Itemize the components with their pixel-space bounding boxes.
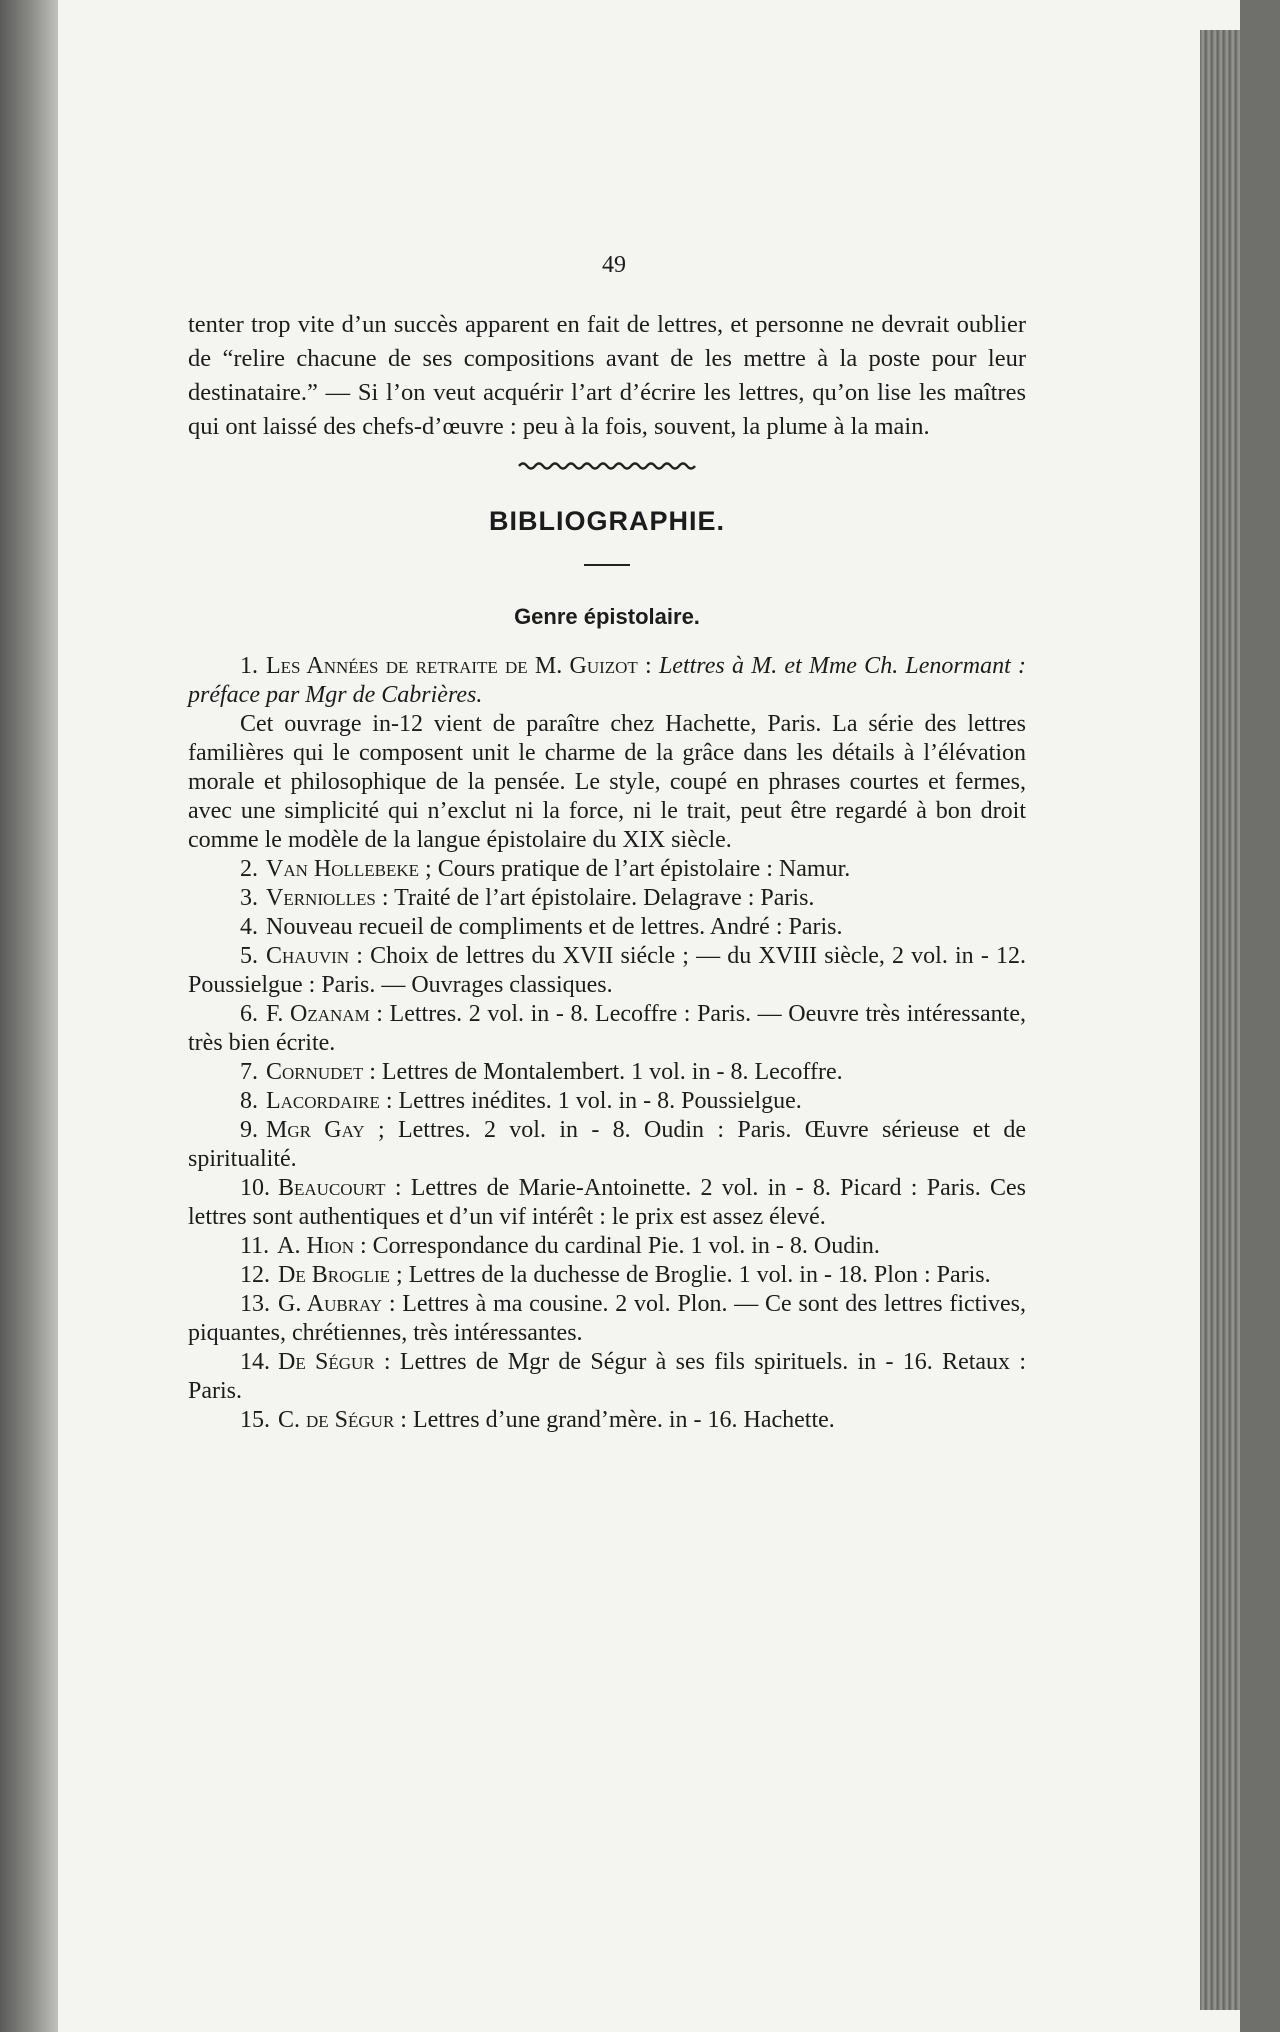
- wave-ornament: [517, 458, 697, 474]
- entry-text: Lettres. 2 vol. in - 8. Oudin : Paris. Œuvre sérieuse et de spiritualité.: [188, 1117, 1026, 1172]
- entry-author: F. Ozanam :: [266, 1001, 383, 1027]
- entry-text: Nouveau recueil de compliments et de lettres. André : Paris.: [266, 914, 843, 940]
- entry-author: Lacordaire :: [266, 1088, 393, 1114]
- entry-author: C. de Ségur :: [278, 1407, 407, 1433]
- entry-text: Lettres de la duchesse de Broglie. 1 vol. in - 18. Plon : Paris.: [408, 1262, 991, 1288]
- entry-text: Cours pratique de l’art épistolaire : Namur.: [437, 856, 851, 882]
- entry-text: Lettres inédites. 1 vol. in - 8. Poussielgue.: [398, 1088, 802, 1114]
- entry-description: Cet ouvrage in-12 vient de paraître chez Hachette, Paris. La série des lettres familières qui le composent unit le charme de la grâce dans les détails à l’élévation morale et philosophique de la pensée. Le style, coupé en phrases courtes et fermes, avec une simplicité qui n’exclut ni la force, ni le trait, peut être regardé à bon droit comme le modèle de la langue épistolaire du XIX siècle.: [188, 711, 1026, 853]
- entry-text: Lettres d’une grand’mère. in - 16. Hachette.: [412, 1407, 835, 1433]
- entry-author: Chauvin :: [266, 943, 363, 969]
- bibliography-entry: [188, 1000, 1026, 1058]
- entry-number: 6.: [240, 1001, 258, 1027]
- bibliography-entry: [188, 1290, 1026, 1348]
- bibliography-entry: [188, 652, 1026, 710]
- page-stack-edge: [1200, 30, 1240, 2010]
- entry-text: Choix de lettres du XVII siécle ; — du XVIII siècle, 2 vol. in - 12. Poussielgue : Paris. — Ouvrages classiques.: [188, 943, 1026, 998]
- bibliography-entry: [188, 913, 1026, 942]
- entry-text: Lettres de Mgr de Ségur à ses fils spirituels. in - 16. Retaux : Paris.: [188, 1349, 1027, 1404]
- page-body: [188, 308, 1026, 1435]
- entry-number: 10.: [240, 1175, 270, 1201]
- entry-number: 13.: [240, 1291, 270, 1317]
- entry-author: Cornudet :: [266, 1059, 376, 1085]
- entry-number: 3.: [240, 885, 258, 911]
- bibliography-entry: [188, 884, 1026, 913]
- bibliography-entry: [188, 1348, 1026, 1406]
- bibliography-entry: [188, 1174, 1026, 1232]
- entry-author: A. Hion :: [277, 1233, 367, 1259]
- entry-number: 4.: [240, 914, 258, 940]
- page-number: 49: [602, 252, 626, 278]
- entry-number: 15.: [240, 1407, 270, 1433]
- entry-text: Lettres de Marie-Antoinette. 2 vol. in - 8. Picard : Paris. Ces lettres sont authentiques et d’un vif intérêt : le prix est assez élevé.: [188, 1175, 1026, 1230]
- heading-rule: [584, 564, 630, 566]
- entry-text: Lettres. 2 vol. in - 8. Lecoffre : Paris. — Oeuvre très intéressante, très bien écrite.: [188, 1001, 1027, 1056]
- entry-number: 2.: [240, 856, 258, 882]
- entry-author: Verniolles :: [266, 885, 389, 911]
- entry-author: Van Hollebeke ;: [266, 856, 432, 882]
- bibliography-entry: [188, 1406, 1026, 1435]
- entry-text: Lettres à ma cousine. 2 vol. Plon. — Ce sont des lettres fictives, piquantes, chrétiennes, très intéressantes.: [188, 1291, 1026, 1346]
- entry-number: 9.: [240, 1117, 258, 1143]
- entry-author: Les Années de retraite de M. Guizot :: [266, 653, 652, 679]
- entry-author: Mgr Gay ;: [266, 1117, 385, 1143]
- entry-text: Traité de l’art épistolaire. Delagrave : Paris.: [394, 885, 815, 911]
- entry-number: 7.: [240, 1059, 258, 1085]
- entry-number: 8.: [240, 1088, 258, 1114]
- intro-paragraph: tenter trop vite d’un succès apparent en fait de lettres, et personne ne devrait oublier de “relire chacune de ses compositions avant de les mettre à la poste pour leur destinataire.” — Si l’on veut acquérir l’art d’écrire les lettres, qu’on lise les maîtres qui ont laissé des chefs-d’œuvre : peu à la fois, souvent, la plume à la main.: [188, 311, 1026, 440]
- entry-author: Beaucourt :: [278, 1175, 402, 1201]
- entry-title: Lettres à M. et Mme Ch. Lenormant : préface par Mgr de Cabrières.: [188, 653, 1026, 708]
- entry-number: 12.: [240, 1262, 270, 1288]
- entry-author: De Broglie ;: [278, 1262, 403, 1288]
- bibliography-entry: [188, 1116, 1026, 1174]
- bibliography-entry: [188, 1087, 1026, 1116]
- bibliography-entry: [188, 1261, 1026, 1290]
- bibliography-entry: [188, 1058, 1026, 1087]
- bibliography-entry: [188, 855, 1026, 884]
- entry-author: De Ségur :: [278, 1349, 391, 1375]
- bibliography-entry: [188, 942, 1026, 1000]
- section-subheading: Genre épistolaire.: [514, 604, 700, 629]
- entry-author: G. Aubray :: [278, 1291, 396, 1317]
- entry-number: 1.: [240, 653, 258, 679]
- entry-number: 5.: [240, 943, 258, 969]
- entry-number: 11.: [240, 1233, 270, 1259]
- entry-text: Correspondance du cardinal Pie. 1 vol. in - 8. Oudin.: [372, 1233, 880, 1259]
- bibliography-list: [188, 652, 1026, 1435]
- entry-text: Lettres de Montalembert. 1 vol. in - 8. Lecoffre.: [381, 1059, 843, 1085]
- bibliography-entry: [188, 1232, 1026, 1261]
- entry-number: 14.: [240, 1349, 270, 1375]
- bibliography-heading: BIBLIOGRAPHIE.: [488, 506, 725, 536]
